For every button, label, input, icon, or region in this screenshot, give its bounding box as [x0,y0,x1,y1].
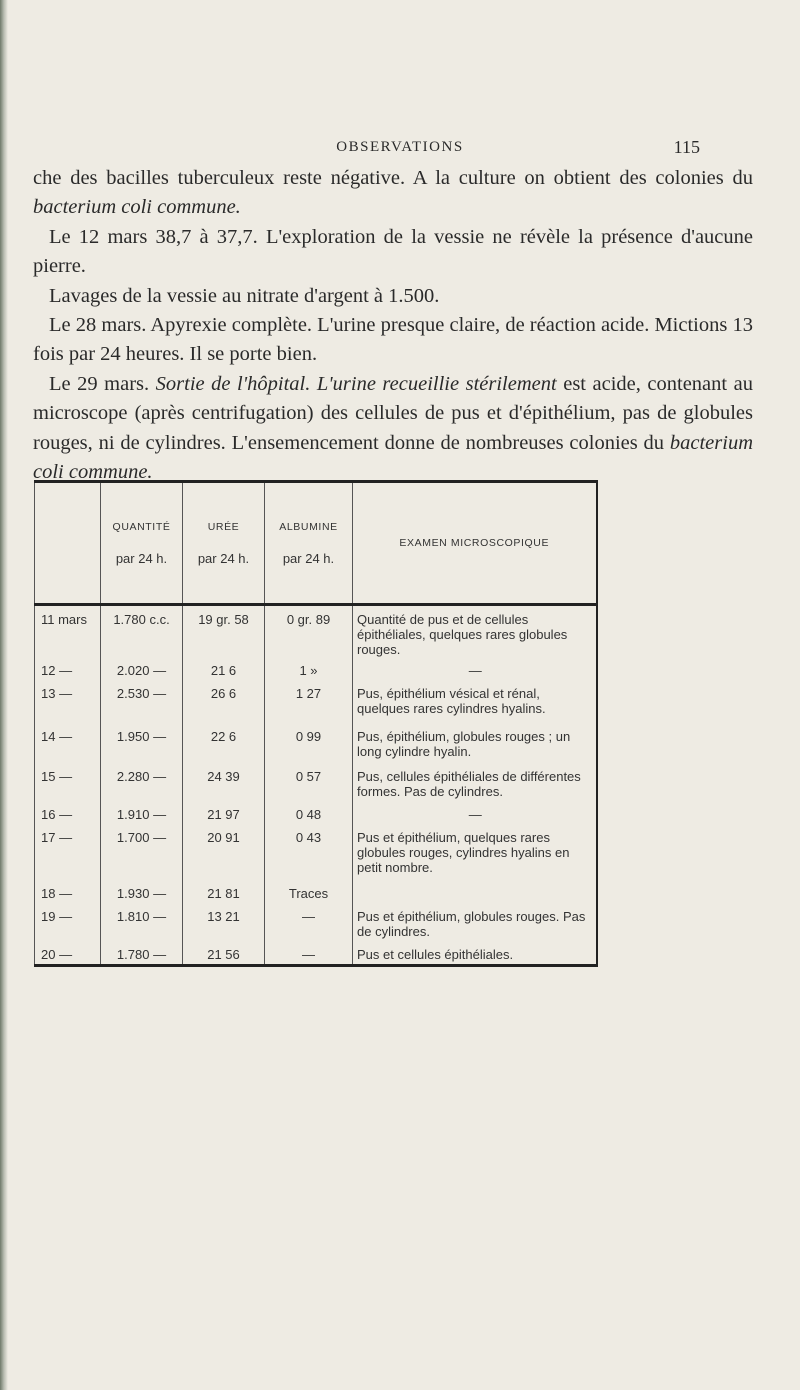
cell-quantite: 1.780 c.c. [101,605,183,658]
cell-date: 11 mars [35,605,101,658]
cell-albumine: 0 57 [265,763,353,801]
table-row [35,723,597,763]
paragraph-5-text-a: Le 29 mars. [49,372,156,395]
cell-examen: Pus et épithélium, globules rouges. Pas de cylindres. [353,903,597,941]
cell-date: 19 — [35,903,101,941]
cell-quantite: 1.780 — [101,941,183,965]
paragraph-5-italic-b: bacterium coli commune. [33,431,753,484]
cell-date: 18 — [35,880,101,903]
cell-examen: Pus et épithélium, quelques rares globules rouges, cylindres hyalins en petit nombre. [353,824,597,880]
observation-table-wrap [34,480,596,962]
cell-examen: — [353,801,597,824]
table-row [35,824,597,880]
paragraph-1-italic: bacterium coli commune. [33,196,241,219]
cell-uree: 26 6 [183,680,265,723]
cell-uree: 21 97 [183,801,265,824]
header-albumine-unit: par 24 h. [282,551,335,566]
cell-quantite: 1.910 — [101,801,183,824]
table-row [35,763,597,801]
page-header [0,137,800,159]
header-albumine-label: ALBUMINE [279,521,338,533]
table-body [35,605,597,966]
cell-date: 16 — [35,801,101,824]
cell-quantite: 2.280 — [101,763,183,801]
cell-albumine: 1 » [265,657,353,680]
header-albumine [265,482,353,605]
body-text [33,164,753,487]
table-row [35,941,597,965]
paragraph-3: Lavages de la vessie au nitrate d'argent à 1.500. [49,284,440,307]
cell-examen: Pus, épithélium vésical et rénal, quelques rares cylindres hyalins. [353,680,597,723]
table-header-row [35,482,597,605]
table-row [35,657,597,680]
table-row [35,880,597,903]
cell-date: 17 — [35,824,101,880]
table-row [35,680,597,723]
page-edge-shadow [0,0,8,1390]
cell-date: 13 — [35,680,101,723]
cell-albumine: 1 27 [265,680,353,723]
cell-date: 15 — [35,763,101,801]
cell-examen: Quantité de pus et de cellules épithéliales, quelques rares globules rouges. [353,605,597,658]
table-row [35,605,597,658]
cell-albumine: 0 43 [265,824,353,880]
paragraph-5 [33,370,753,488]
paragraph-1 [33,164,753,223]
cell-uree: 22 6 [183,723,265,763]
paragraph-5-italic-a: Sortie de l'hôpital. L'urine recueillie stérilement [155,372,557,395]
cell-uree: 21 56 [183,941,265,965]
cell-examen: Pus, cellules épithéliales de différentes formes. Pas de cylindres. [353,763,597,801]
cell-quantite: 1.930 — [101,880,183,903]
cell-quantite: 1.810 — [101,903,183,941]
cell-albumine: — [265,903,353,941]
header-quantite [101,482,183,605]
header-uree [183,482,265,605]
cell-uree: 21 81 [183,880,265,903]
paragraph-4: Le 28 mars. Apyrexie complète. L'urine presque claire, de réaction acide. Mictions 13 fois par 24 heures. Il se porte bien. [33,314,753,366]
header-quantite-label: QUANTITÉ [112,521,171,533]
page-number: 115 [673,137,700,157]
table-row [35,801,597,824]
cell-albumine: 0 48 [265,801,353,824]
cell-quantite: 2.020 — [101,657,183,680]
cell-date: 20 — [35,941,101,965]
cell-quantite: 1.700 — [101,824,183,880]
paragraph-1-text: che des bacilles tuberculeux reste négative. A la culture on obtient des colonies du [33,167,753,189]
header-uree-unit: par 24 h. [197,551,250,566]
running-title: OBSERVATIONS [336,139,464,155]
cell-uree: 21 6 [183,657,265,680]
cell-albumine: Traces [265,880,353,903]
cell-quantite: 2.530 — [101,680,183,723]
cell-uree: 19 gr. 58 [183,605,265,658]
header-examen [353,482,597,605]
cell-albumine: 0 99 [265,723,353,763]
cell-date: 12 — [35,657,101,680]
cell-uree: 20 91 [183,824,265,880]
cell-examen: Pus et cellules épithéliales. [353,941,597,965]
cell-examen: — [353,657,597,680]
table-row [35,903,597,941]
cell-date: 14 — [35,723,101,763]
header-quantite-unit: par 24 h. [115,551,168,566]
cell-uree: 13 21 [183,903,265,941]
paragraph-5-text-b: est acide, contenant au microscope (après centrifugation) des cellules de pus et d'épithélium, pas de globules rouges, ni de cylindres. L'ensemencement donne de nombreuses colonies du [33,372,753,454]
cell-uree: 24 39 [183,763,265,801]
header-uree-label: URÉE [207,521,240,533]
paragraph-2: Le 12 mars 38,7 à 37,7. L'exploration de la vessie ne révèle la présence d'aucune pierre. [33,225,753,278]
cell-examen [353,880,597,903]
observation-table [34,480,598,967]
cell-albumine: — [265,941,353,965]
cell-quantite: 1.950 — [101,723,183,763]
header-date [35,482,101,605]
cell-albumine: 0 gr. 89 [265,605,353,658]
header-examen-label: EXAMEN MICROSCOPIQUE [399,537,550,549]
cell-examen: Pus, épithélium, globules rouges ; un long cylindre hyalin. [353,723,597,763]
